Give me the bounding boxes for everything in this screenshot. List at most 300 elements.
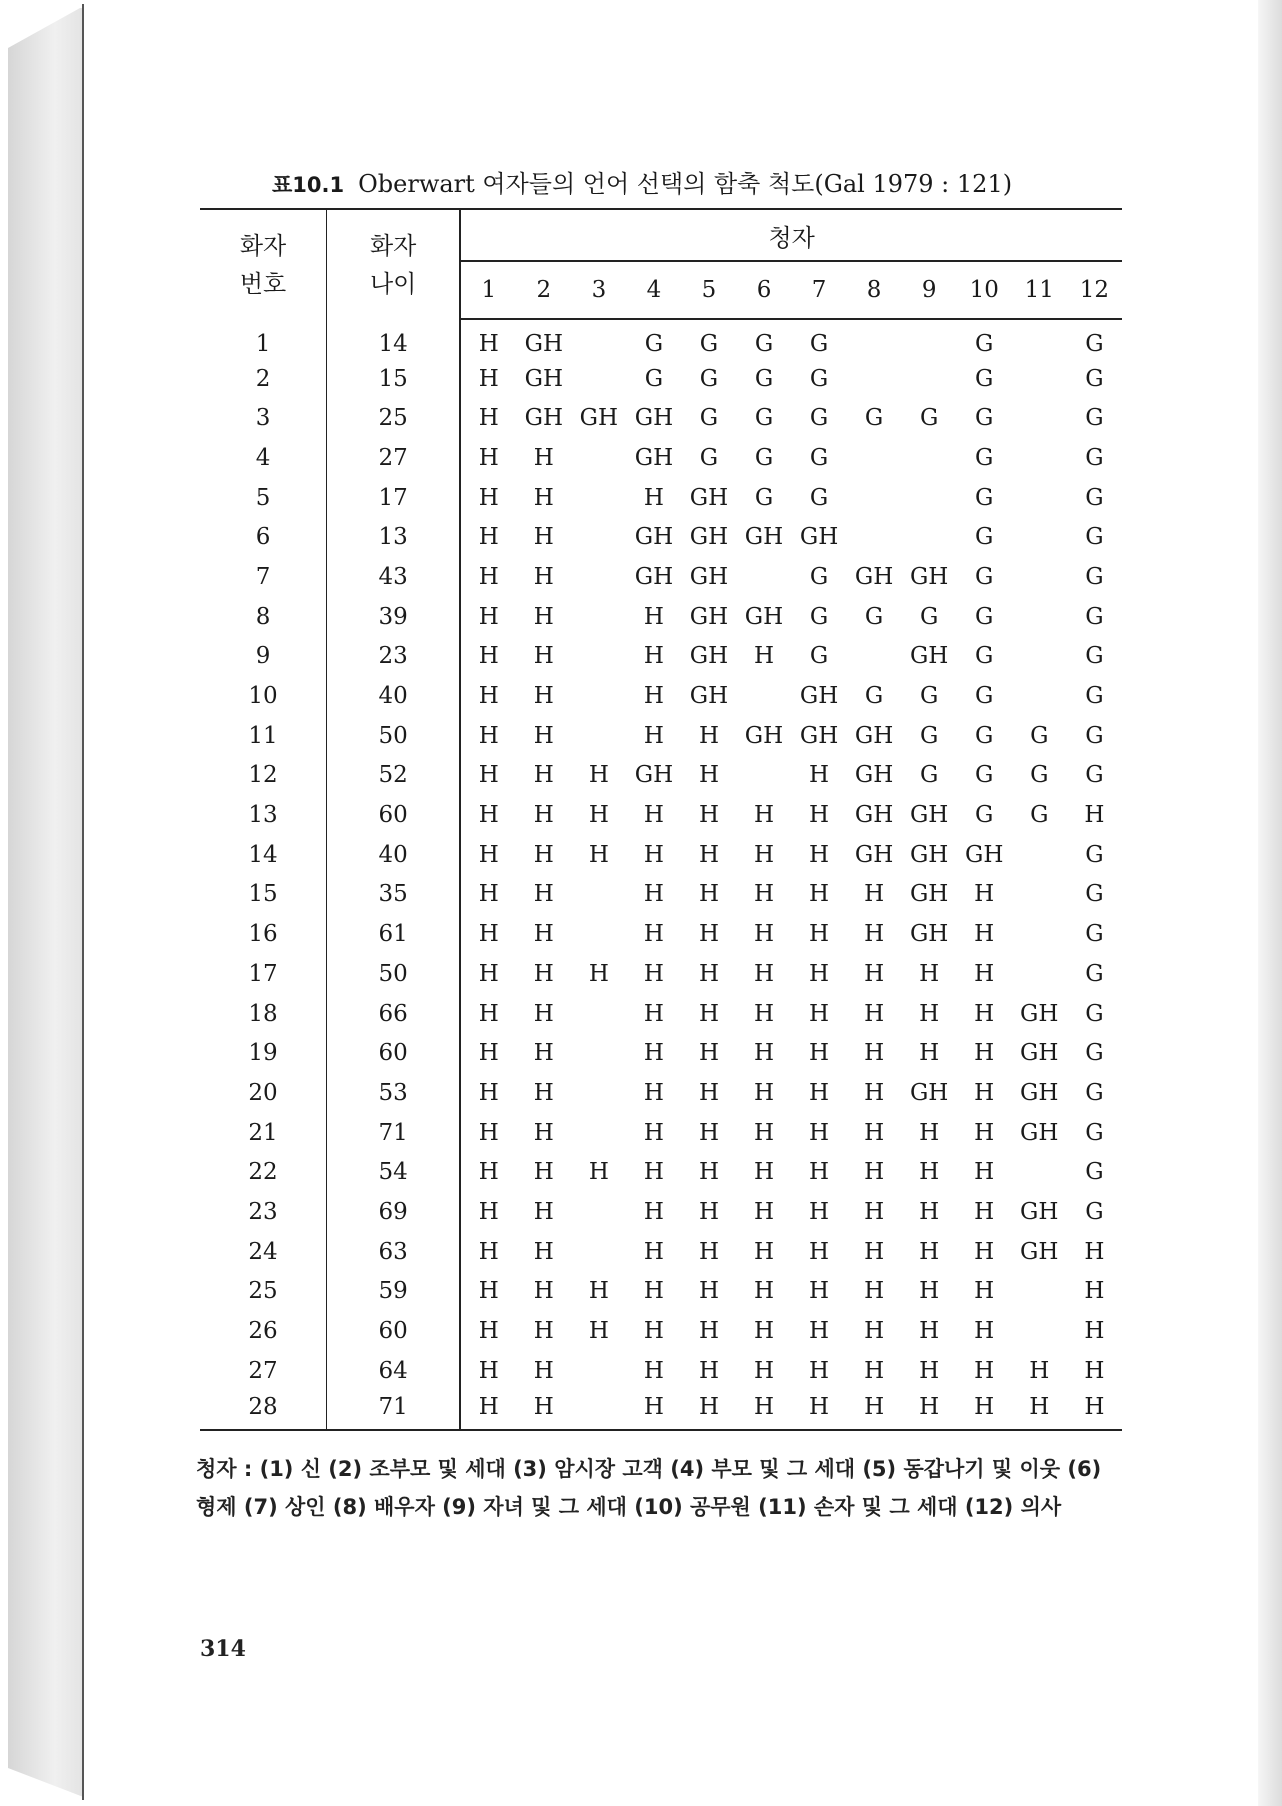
- language-choice-cell: H: [533, 921, 554, 948]
- language-choice-cell: H: [864, 1198, 885, 1225]
- language-choice-cell: G: [975, 683, 994, 710]
- table-row: [200, 756, 1122, 796]
- speaker-age-cell: 59: [327, 1272, 461, 1312]
- language-choice-cell: G: [1085, 1198, 1104, 1225]
- language-choice-cell: [1012, 597, 1067, 637]
- language-choice-cell: [1012, 319, 1067, 359]
- language-choice-cell: H: [478, 1119, 499, 1146]
- language-choice-cell: G: [809, 603, 829, 630]
- language-choice-cell: H: [753, 1278, 775, 1305]
- speaker-age-header-line1: 화자: [370, 231, 417, 260]
- language-choice-cell: H: [643, 881, 664, 908]
- language-choice-cell: GH: [634, 762, 674, 789]
- language-choice-cell: H: [478, 484, 499, 511]
- language-choice-cell: H: [533, 1393, 554, 1420]
- language-choice-cell: H: [864, 1278, 885, 1305]
- language-choice-cell: H: [533, 683, 554, 710]
- language-choice-cell: [571, 716, 626, 756]
- language-choice-cell: H: [588, 1159, 609, 1186]
- speaker-age-cell: 40: [327, 676, 461, 716]
- language-choice-cell: [902, 359, 957, 399]
- language-choice-cell: G: [864, 683, 884, 710]
- table-row: [200, 478, 1122, 518]
- language-choice-cell: H: [643, 1357, 664, 1384]
- language-choice-cell: H: [974, 1278, 995, 1305]
- language-choice-cell: H: [974, 1238, 995, 1265]
- language-choice-cell: H: [698, 921, 719, 948]
- language-choice-cell: GH: [799, 722, 839, 749]
- language-choice-cell: G: [754, 444, 774, 471]
- language-choice-cell: H: [478, 444, 499, 471]
- language-choice-cell: H: [478, 405, 499, 432]
- language-choice-cell: H: [533, 762, 554, 789]
- language-choice-cell: H: [478, 1357, 499, 1384]
- language-choice-cell: G: [809, 643, 829, 670]
- language-choice-cell: H: [478, 841, 499, 868]
- table-label: 표10.1: [272, 173, 345, 197]
- listener-column-header: 7: [792, 261, 847, 319]
- language-choice-cell: H: [698, 1357, 719, 1384]
- language-choice-cell: H: [919, 1238, 940, 1265]
- language-choice-cell: H: [864, 1393, 885, 1420]
- language-choice-cell: GH: [854, 841, 894, 868]
- language-choice-cell: G: [809, 484, 829, 511]
- listener-column-header: 4: [626, 261, 681, 319]
- language-choice-cell: H: [919, 1393, 940, 1420]
- language-choice-cell: G: [1085, 643, 1104, 670]
- speaker-number-cell: 15: [200, 875, 327, 915]
- language-choice-cell: H: [753, 921, 775, 948]
- language-choice-cell: H: [974, 881, 995, 908]
- language-choice-cell: GH: [744, 524, 784, 551]
- language-choice-cell: H: [864, 1238, 885, 1265]
- language-choice-cell: H: [1084, 1238, 1105, 1265]
- speaker-age-header: [327, 209, 461, 319]
- language-choice-cell: [847, 438, 902, 478]
- language-choice-cell: H: [478, 802, 499, 829]
- language-choice-cell: G: [809, 563, 829, 590]
- listener-column-header: 10: [957, 261, 1012, 319]
- language-choice-cell: H: [643, 603, 664, 630]
- language-choice-cell: H: [533, 1159, 554, 1186]
- language-choice-cell: H: [698, 1119, 719, 1146]
- speaker-age-header-line2: 나이: [370, 269, 417, 298]
- language-choice-cell: G: [975, 444, 994, 471]
- language-choice-cell: G: [1085, 841, 1104, 868]
- language-choice-cell: G: [919, 762, 939, 789]
- listener-column-header: 2: [516, 261, 571, 319]
- language-choice-cell: H: [809, 802, 830, 829]
- language-choice-cell: G: [975, 405, 994, 432]
- language-choice-cell: H: [974, 1198, 995, 1225]
- language-choice-cell: G: [699, 331, 719, 358]
- table-row: [200, 1311, 1122, 1351]
- language-choice-cell: H: [698, 1278, 719, 1305]
- language-choice-cell: G: [809, 405, 829, 432]
- language-choice-cell: [571, 319, 626, 359]
- language-choice-cell: H: [1029, 1393, 1050, 1420]
- speaker-age-cell: 50: [327, 716, 461, 756]
- language-choice-cell: H: [974, 1119, 995, 1146]
- language-choice-cell: H: [809, 1198, 830, 1225]
- language-choice-cell: H: [974, 1318, 995, 1345]
- language-choice-cell: G: [1085, 1079, 1104, 1106]
- language-choice-cell: [847, 517, 902, 557]
- language-choice-cell: H: [753, 1238, 775, 1265]
- language-choice-cell: H: [919, 1119, 940, 1146]
- language-choice-cell: H: [478, 1079, 499, 1106]
- language-choice-cell: G: [919, 405, 939, 432]
- language-choice-cell: G: [919, 722, 939, 749]
- language-choice-cell: H: [643, 1278, 664, 1305]
- language-choice-cell: [571, 1391, 626, 1431]
- language-choice-cell: GH: [964, 841, 1004, 868]
- speaker-age-cell: 52: [327, 756, 461, 796]
- language-choice-cell: H: [643, 1119, 664, 1146]
- language-choice-cell: [571, 994, 626, 1034]
- language-choice-cell: H: [533, 1318, 554, 1345]
- language-choice-cell: [571, 1033, 626, 1073]
- language-choice-cell: G: [864, 405, 884, 432]
- language-choice-cell: G: [754, 484, 774, 511]
- language-choice-cell: G: [919, 603, 939, 630]
- language-choice-cell: H: [809, 881, 830, 908]
- language-choice-cell: [737, 557, 792, 597]
- language-choice-cell: GH: [524, 331, 564, 358]
- language-choice-cell: G: [864, 603, 884, 630]
- language-choice-cell: H: [643, 1079, 664, 1106]
- speaker-number-cell: 26: [200, 1311, 327, 1351]
- language-choice-cell: GH: [909, 921, 949, 948]
- language-choice-cell: [1012, 1272, 1067, 1312]
- language-choice-cell: G: [644, 331, 664, 358]
- language-choice-cell: H: [643, 1198, 664, 1225]
- language-choice-cell: [571, 478, 626, 518]
- language-choice-cell: G: [975, 365, 994, 392]
- language-choice-cell: H: [643, 841, 664, 868]
- language-choice-cell: G: [809, 331, 829, 358]
- speaker-number-cell: 28: [200, 1391, 327, 1431]
- language-choice-cell: H: [643, 960, 664, 987]
- language-choice-cell: GH: [634, 405, 674, 432]
- speaker-age-cell: 66: [327, 994, 461, 1034]
- language-choice-cell: H: [809, 1159, 830, 1186]
- speaker-number-header-line2: 번호: [239, 269, 287, 298]
- language-choice-cell: H: [809, 1357, 830, 1384]
- language-choice-cell: G: [975, 603, 994, 630]
- language-choice-cell: H: [478, 762, 499, 789]
- language-choice-cell: [737, 756, 792, 796]
- speaker-number-cell: 25: [200, 1272, 327, 1312]
- speaker-number-cell: 27: [200, 1351, 327, 1391]
- language-choice-cell: H: [643, 1393, 664, 1420]
- language-choice-cell: H: [478, 603, 499, 630]
- language-choice-cell: H: [588, 762, 609, 789]
- language-choice-cell: H: [753, 1000, 775, 1027]
- language-choice-cell: G: [1085, 444, 1104, 471]
- language-choice-cell: H: [1084, 1393, 1105, 1420]
- language-choice-cell: G: [919, 683, 939, 710]
- speaker-number-cell: 23: [200, 1192, 327, 1232]
- language-choice-cell: H: [643, 722, 664, 749]
- language-choice-cell: GH: [634, 524, 674, 551]
- language-choice-cell: H: [643, 1159, 664, 1186]
- implicational-scale-table: [200, 208, 1122, 1431]
- language-choice-cell: G: [1085, 881, 1104, 908]
- speaker-number-cell: 12: [200, 756, 327, 796]
- book-spine-edge: [8, 8, 86, 1798]
- language-choice-cell: GH: [909, 841, 949, 868]
- table-row: [200, 875, 1122, 915]
- language-choice-cell: H: [478, 1040, 499, 1067]
- language-choice-cell: H: [533, 1357, 554, 1384]
- language-choice-cell: H: [809, 1318, 830, 1345]
- language-choice-cell: H: [753, 1119, 775, 1146]
- language-choice-cell: H: [809, 1278, 830, 1305]
- language-choice-cell: H: [533, 563, 554, 590]
- language-choice-cell: GH: [524, 405, 564, 432]
- language-choice-cell: H: [698, 841, 719, 868]
- language-choice-cell: H: [478, 331, 499, 358]
- language-choice-cell: H: [919, 1000, 940, 1027]
- language-choice-cell: GH: [1020, 1198, 1059, 1225]
- speaker-age-cell: 14: [327, 319, 461, 359]
- language-choice-cell: H: [478, 921, 499, 948]
- speaker-age-cell: 63: [327, 1232, 461, 1272]
- table-row: [200, 835, 1122, 875]
- table-row: [200, 557, 1122, 597]
- speaker-number-cell: 14: [200, 835, 327, 875]
- language-choice-cell: H: [698, 722, 719, 749]
- speaker-number-cell: 17: [200, 954, 327, 994]
- language-choice-cell: H: [753, 802, 775, 829]
- language-choice-cell: H: [919, 1318, 940, 1345]
- speaker-number-cell: 16: [200, 914, 327, 954]
- speaker-number-cell: 10: [200, 676, 327, 716]
- language-choice-cell: G: [754, 365, 774, 392]
- speaker-age-cell: 69: [327, 1192, 461, 1232]
- language-choice-cell: H: [588, 802, 609, 829]
- speaker-age-cell: 40: [327, 835, 461, 875]
- table-row: [200, 1073, 1122, 1113]
- table-row: [200, 795, 1122, 835]
- language-choice-cell: H: [753, 1159, 775, 1186]
- language-choice-cell: [847, 478, 902, 518]
- language-choice-cell: H: [698, 1318, 719, 1345]
- language-choice-cell: H: [753, 881, 775, 908]
- language-choice-cell: H: [1084, 1318, 1105, 1345]
- speaker-number-cell: 9: [200, 637, 327, 677]
- language-choice-cell: H: [974, 960, 995, 987]
- language-choice-cell: G: [975, 524, 994, 551]
- language-choice-cell: H: [753, 1318, 775, 1345]
- language-choice-cell: H: [919, 1040, 940, 1067]
- language-choice-cell: H: [533, 1198, 554, 1225]
- language-choice-cell: H: [974, 1000, 995, 1027]
- listener-column-header: 11: [1012, 261, 1067, 319]
- table-row: [200, 319, 1122, 359]
- language-choice-cell: GH: [744, 603, 784, 630]
- speaker-age-cell: 64: [327, 1351, 461, 1391]
- language-choice-cell: H: [809, 921, 830, 948]
- table-row: [200, 1152, 1122, 1192]
- language-choice-cell: H: [864, 1079, 885, 1106]
- table-caption: [272, 164, 1132, 199]
- language-choice-cell: H: [809, 1000, 830, 1027]
- language-choice-cell: G: [699, 405, 719, 432]
- language-choice-cell: H: [753, 1198, 775, 1225]
- speaker-age-cell: 71: [327, 1391, 461, 1431]
- table-row: [200, 676, 1122, 716]
- language-choice-cell: H: [809, 1040, 830, 1067]
- language-choice-cell: [847, 359, 902, 399]
- language-choice-cell: H: [643, 683, 664, 710]
- language-choice-cell: H: [809, 1119, 830, 1146]
- language-choice-cell: H: [753, 1079, 775, 1106]
- language-choice-cell: G: [1085, 683, 1104, 710]
- language-choice-cell: G: [754, 331, 774, 358]
- language-choice-cell: GH: [689, 484, 729, 511]
- language-choice-cell: GH: [854, 762, 894, 789]
- table-row: [200, 1391, 1122, 1431]
- page-edge: [1258, 0, 1282, 1806]
- language-choice-cell: G: [644, 365, 664, 392]
- language-choice-cell: H: [643, 1040, 664, 1067]
- language-choice-cell: GH: [689, 563, 729, 590]
- language-choice-cell: [571, 637, 626, 677]
- speaker-age-cell: 13: [327, 517, 461, 557]
- speaker-age-cell: 53: [327, 1073, 461, 1113]
- language-choice-cell: H: [698, 1079, 719, 1106]
- table-row: [200, 954, 1122, 994]
- language-choice-cell: H: [698, 960, 719, 987]
- speaker-age-cell: 60: [327, 1311, 461, 1351]
- language-choice-cell: H: [643, 921, 664, 948]
- language-choice-cell: G: [1030, 802, 1049, 829]
- language-choice-cell: H: [974, 921, 995, 948]
- language-choice-cell: G: [1085, 484, 1104, 511]
- language-choice-cell: H: [643, 1318, 664, 1345]
- language-choice-cell: H: [864, 1040, 885, 1067]
- language-choice-cell: H: [753, 1357, 775, 1384]
- table-row: [200, 1033, 1122, 1073]
- language-choice-cell: H: [753, 643, 775, 670]
- language-choice-cell: H: [864, 1159, 885, 1186]
- language-choice-cell: H: [478, 683, 499, 710]
- language-choice-cell: H: [588, 1278, 609, 1305]
- language-choice-cell: GH: [689, 603, 729, 630]
- language-choice-cell: [571, 438, 626, 478]
- language-choice-cell: [1012, 954, 1067, 994]
- language-choice-cell: H: [974, 1159, 995, 1186]
- language-choice-cell: [571, 1073, 626, 1113]
- language-choice-cell: [902, 438, 957, 478]
- language-choice-cell: GH: [689, 643, 729, 670]
- speaker-number-cell: 19: [200, 1033, 327, 1073]
- language-choice-cell: [571, 875, 626, 915]
- language-choice-cell: H: [753, 841, 775, 868]
- language-choice-cell: GH: [854, 722, 894, 749]
- language-choice-cell: G: [975, 722, 994, 749]
- language-choice-cell: G: [1085, 365, 1104, 392]
- language-choice-cell: H: [533, 1238, 554, 1265]
- language-choice-cell: [1012, 1311, 1067, 1351]
- footnote: 청자 : (1) 신 (2) 조부모 및 세대 (3) 암시장 고객 (4) 부모 및 그 세대 (5) 동갑나기 및 이웃 (6) 형제 (7) 상인 (8) 배우자 (9) 자녀 및 그 세대 (10) 공무원 (11) 손자 및 그 세대 (12) 의사: [196, 1457, 1102, 1519]
- speaker-number-cell: 21: [200, 1113, 327, 1153]
- speaker-number-header-line1: 화자: [239, 231, 287, 260]
- language-choice-cell: [847, 637, 902, 677]
- language-choice-cell: H: [753, 960, 775, 987]
- speaker-age-cell: 39: [327, 597, 461, 637]
- table-row: [200, 1351, 1122, 1391]
- language-choice-cell: H: [864, 1000, 885, 1027]
- speaker-number-cell: 3: [200, 398, 327, 438]
- speaker-number-cell: 8: [200, 597, 327, 637]
- language-choice-cell: H: [974, 1357, 995, 1384]
- listener-column-header: 1: [460, 261, 516, 319]
- language-choice-cell: H: [864, 960, 885, 987]
- language-choice-cell: G: [1085, 405, 1104, 432]
- language-choice-cell: H: [533, 722, 554, 749]
- language-choice-cell: G: [1085, 960, 1104, 987]
- language-choice-cell: G: [975, 484, 994, 511]
- language-choice-cell: H: [478, 1318, 499, 1345]
- language-choice-cell: H: [864, 1119, 885, 1146]
- language-choice-cell: H: [809, 1079, 830, 1106]
- speaker-number-cell: 5: [200, 478, 327, 518]
- listener-column-header: 3: [571, 261, 626, 319]
- language-choice-cell: G: [1085, 1040, 1104, 1067]
- language-choice-cell: H: [478, 1393, 499, 1420]
- speaker-number-cell: 24: [200, 1232, 327, 1272]
- speaker-age-cell: 60: [327, 1033, 461, 1073]
- language-choice-cell: G: [975, 331, 994, 358]
- language-choice-cell: H: [533, 1040, 554, 1067]
- language-choice-cell: H: [1084, 1278, 1105, 1305]
- language-choice-cell: G: [975, 762, 994, 789]
- language-choice-cell: H: [974, 1393, 995, 1420]
- language-choice-cell: G: [975, 643, 994, 670]
- language-choice-cell: [1012, 359, 1067, 399]
- language-choice-cell: H: [533, 484, 554, 511]
- page-number: 314: [200, 1636, 246, 1662]
- language-choice-cell: H: [698, 1000, 719, 1027]
- language-choice-cell: G: [975, 802, 994, 829]
- language-choice-cell: H: [919, 1278, 940, 1305]
- language-choice-cell: [1012, 398, 1067, 438]
- language-choice-cell: H: [974, 1040, 995, 1067]
- speaker-age-cell: 25: [327, 398, 461, 438]
- language-choice-cell: [571, 1351, 626, 1391]
- language-choice-cell: [902, 478, 957, 518]
- language-choice-cell: H: [919, 1198, 940, 1225]
- language-choice-cell: GH: [634, 444, 674, 471]
- language-choice-cell: H: [643, 1238, 664, 1265]
- table-row: [200, 517, 1122, 557]
- language-choice-cell: GH: [909, 563, 949, 590]
- language-choice-cell: H: [809, 960, 830, 987]
- language-choice-cell: H: [478, 722, 499, 749]
- language-choice-cell: H: [809, 762, 830, 789]
- language-choice-cell: GH: [1020, 1079, 1059, 1106]
- language-choice-cell: H: [533, 1079, 554, 1106]
- language-choice-cell: H: [864, 881, 885, 908]
- language-choice-cell: [902, 517, 957, 557]
- language-choice-cell: H: [533, 960, 554, 987]
- language-choice-cell: H: [533, 802, 554, 829]
- language-choice-cell: GH: [909, 1079, 949, 1106]
- language-choice-cell: H: [698, 1040, 719, 1067]
